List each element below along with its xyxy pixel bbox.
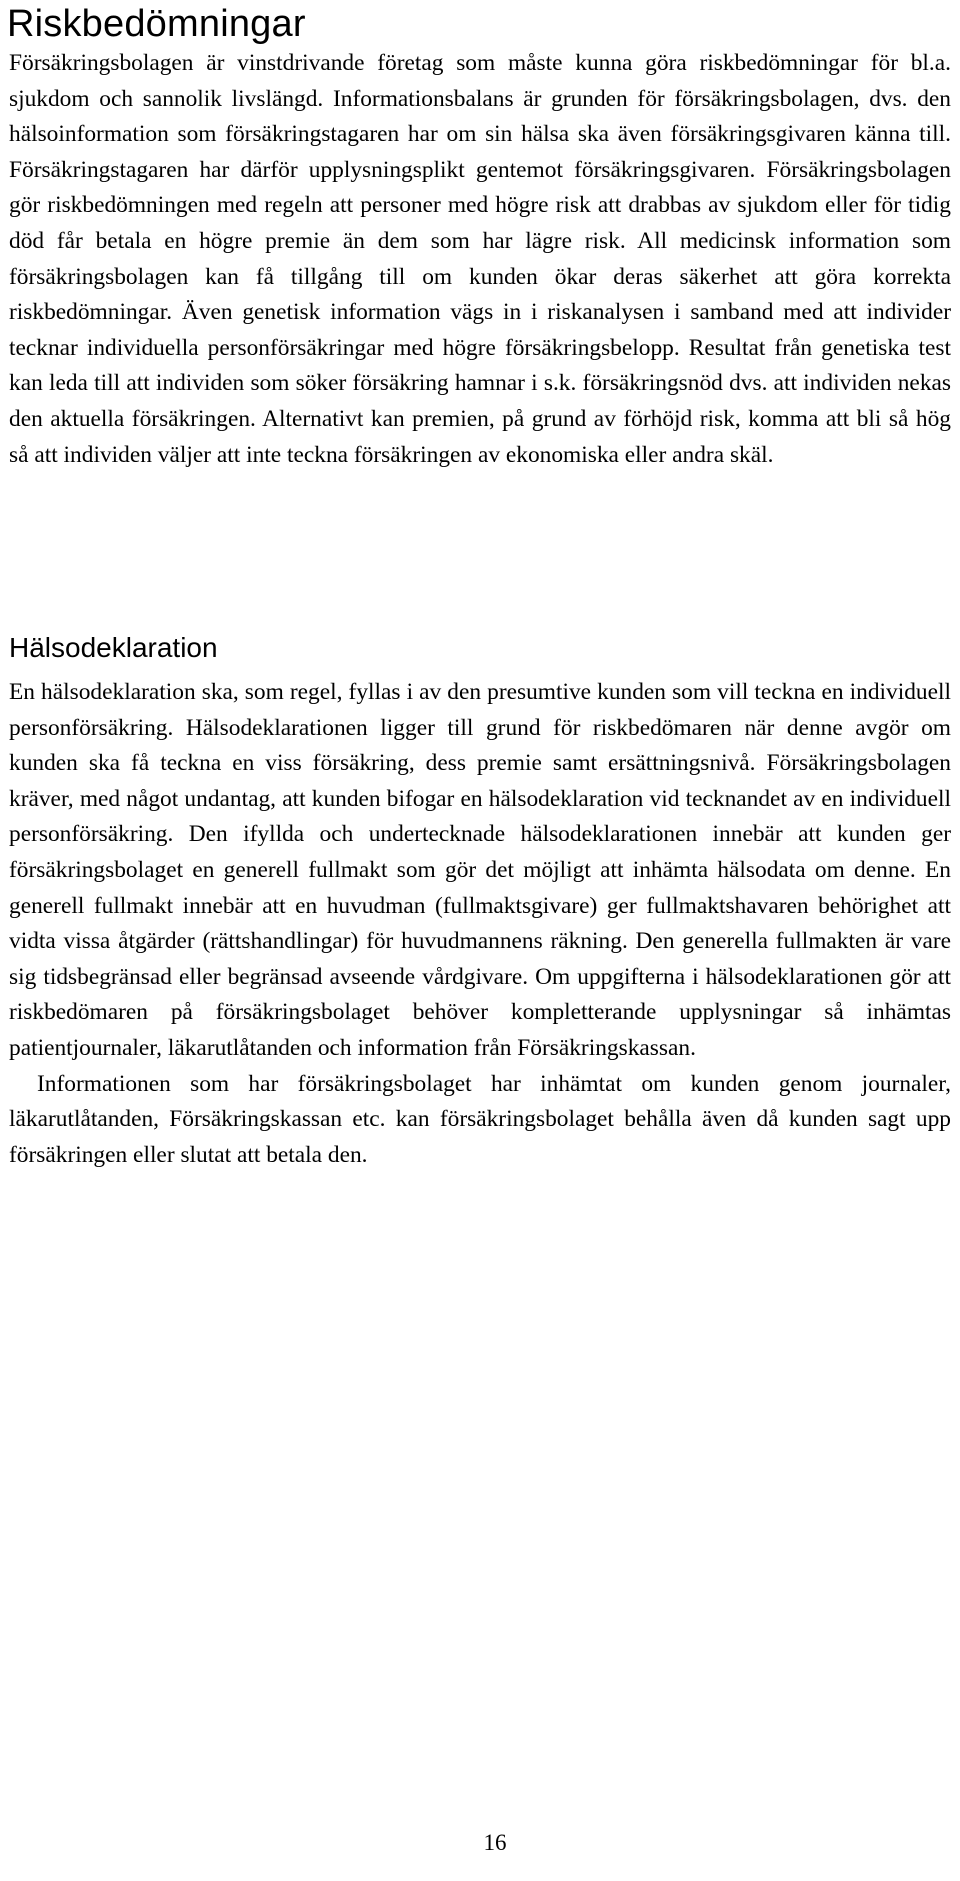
section-heading: Hälsodeklaration: [9, 632, 218, 663]
page-number: 16: [483, 1830, 507, 1855]
body-paragraph: Försäkringsbolagen är vinstdrivande företag som måste kunna göra riskbedömningar för bl.a. sjukdom och sannolik livslängd. Informationsbalans är grunden för försäkringsbolagen, dvs. den hälsoinformation som försäkringstagaren har om sin hälsa ska även försäkringsgivaren känna till. Försäkringstagaren har därför upplysningsplikt gentemot försäkringsgivaren. Försäkringsbolagen gör riskbedömningen med regeln att personer med högre risk att drabbas av sjukdom eller för tidig död får betala en högre premie än dem som har lägre risk. All medicinsk information som försäkringsbolagen kan få tillgång till om kunden ökar deras säkerhet att göra korrekta riskbedömningar. Även genetisk information vägs in i riskanalysen i samband med att individer tecknar individuella personförsäkringar med högre försäkringsbelopp. Resultat från genetiska test kan leda till att individen som söker försäkring hamnar i s.k. försäkringsnöd dvs. att individen nekas den aktuella försäkringen. Alternativt kan premien, på grund av förhöjd risk, komma att bli så hög så att individen väljer att inte teckna försäkringen av ekonomiska eller andra skäl.: [9, 50, 951, 468]
body-paragraph: En hälsodeklaration ska, som regel, fyllas i av den presumtive kunden som vill teckna en individuell personförsäkring. Hälsodeklarationen ligger till grund för riskbedömaren när denne avgör om kunden ska få teckna en viss försäkring, dess premie samt ersättningsnivå. Försäkringsbolagen kräver, med något undantag, att kunden bifogar en hälsodeklaration vid tecknandet av en individuell personförsäkring. Den ifyllda och undertecknade hälsodeklarationen innebär att kunden ger försäkringsbolaget en generell fullmakt som gör det möjligt att inhämta hälsodata om denne. En generell fullmakt innebär att en huvudman (fullmaktsgivare) ger fullmaktshavaren behörighet att vidta vissa åtgärder (rättshandlingar) för huvudmannens räkning. Den generella fullmakten är vare sig tidsbegränsad eller begränsad avseende vårdgivare. Om uppgifterna i hälsodeklarationen gör att riskbedömaren på försäkringsbolaget behöver kompletterande upplysningar så inhämtas patientjournaler, läkarutlåtanden och information från Försäkringskassan.: [9, 679, 951, 1061]
section-halsodeklaration: [9, 675, 951, 1173]
body-paragraph: Informationen som har försäkringsbolaget har inhämtat om kunden genom journaler, läkarutlåtanden, Försäkringskassan etc. kan försäkringsbolaget behålla även då kunden sagt upp försäkringen eller slutat att betala den.: [9, 1070, 951, 1168]
section-riskbedomningar: [9, 46, 951, 473]
page-title: Riskbedömningar: [7, 3, 306, 45]
